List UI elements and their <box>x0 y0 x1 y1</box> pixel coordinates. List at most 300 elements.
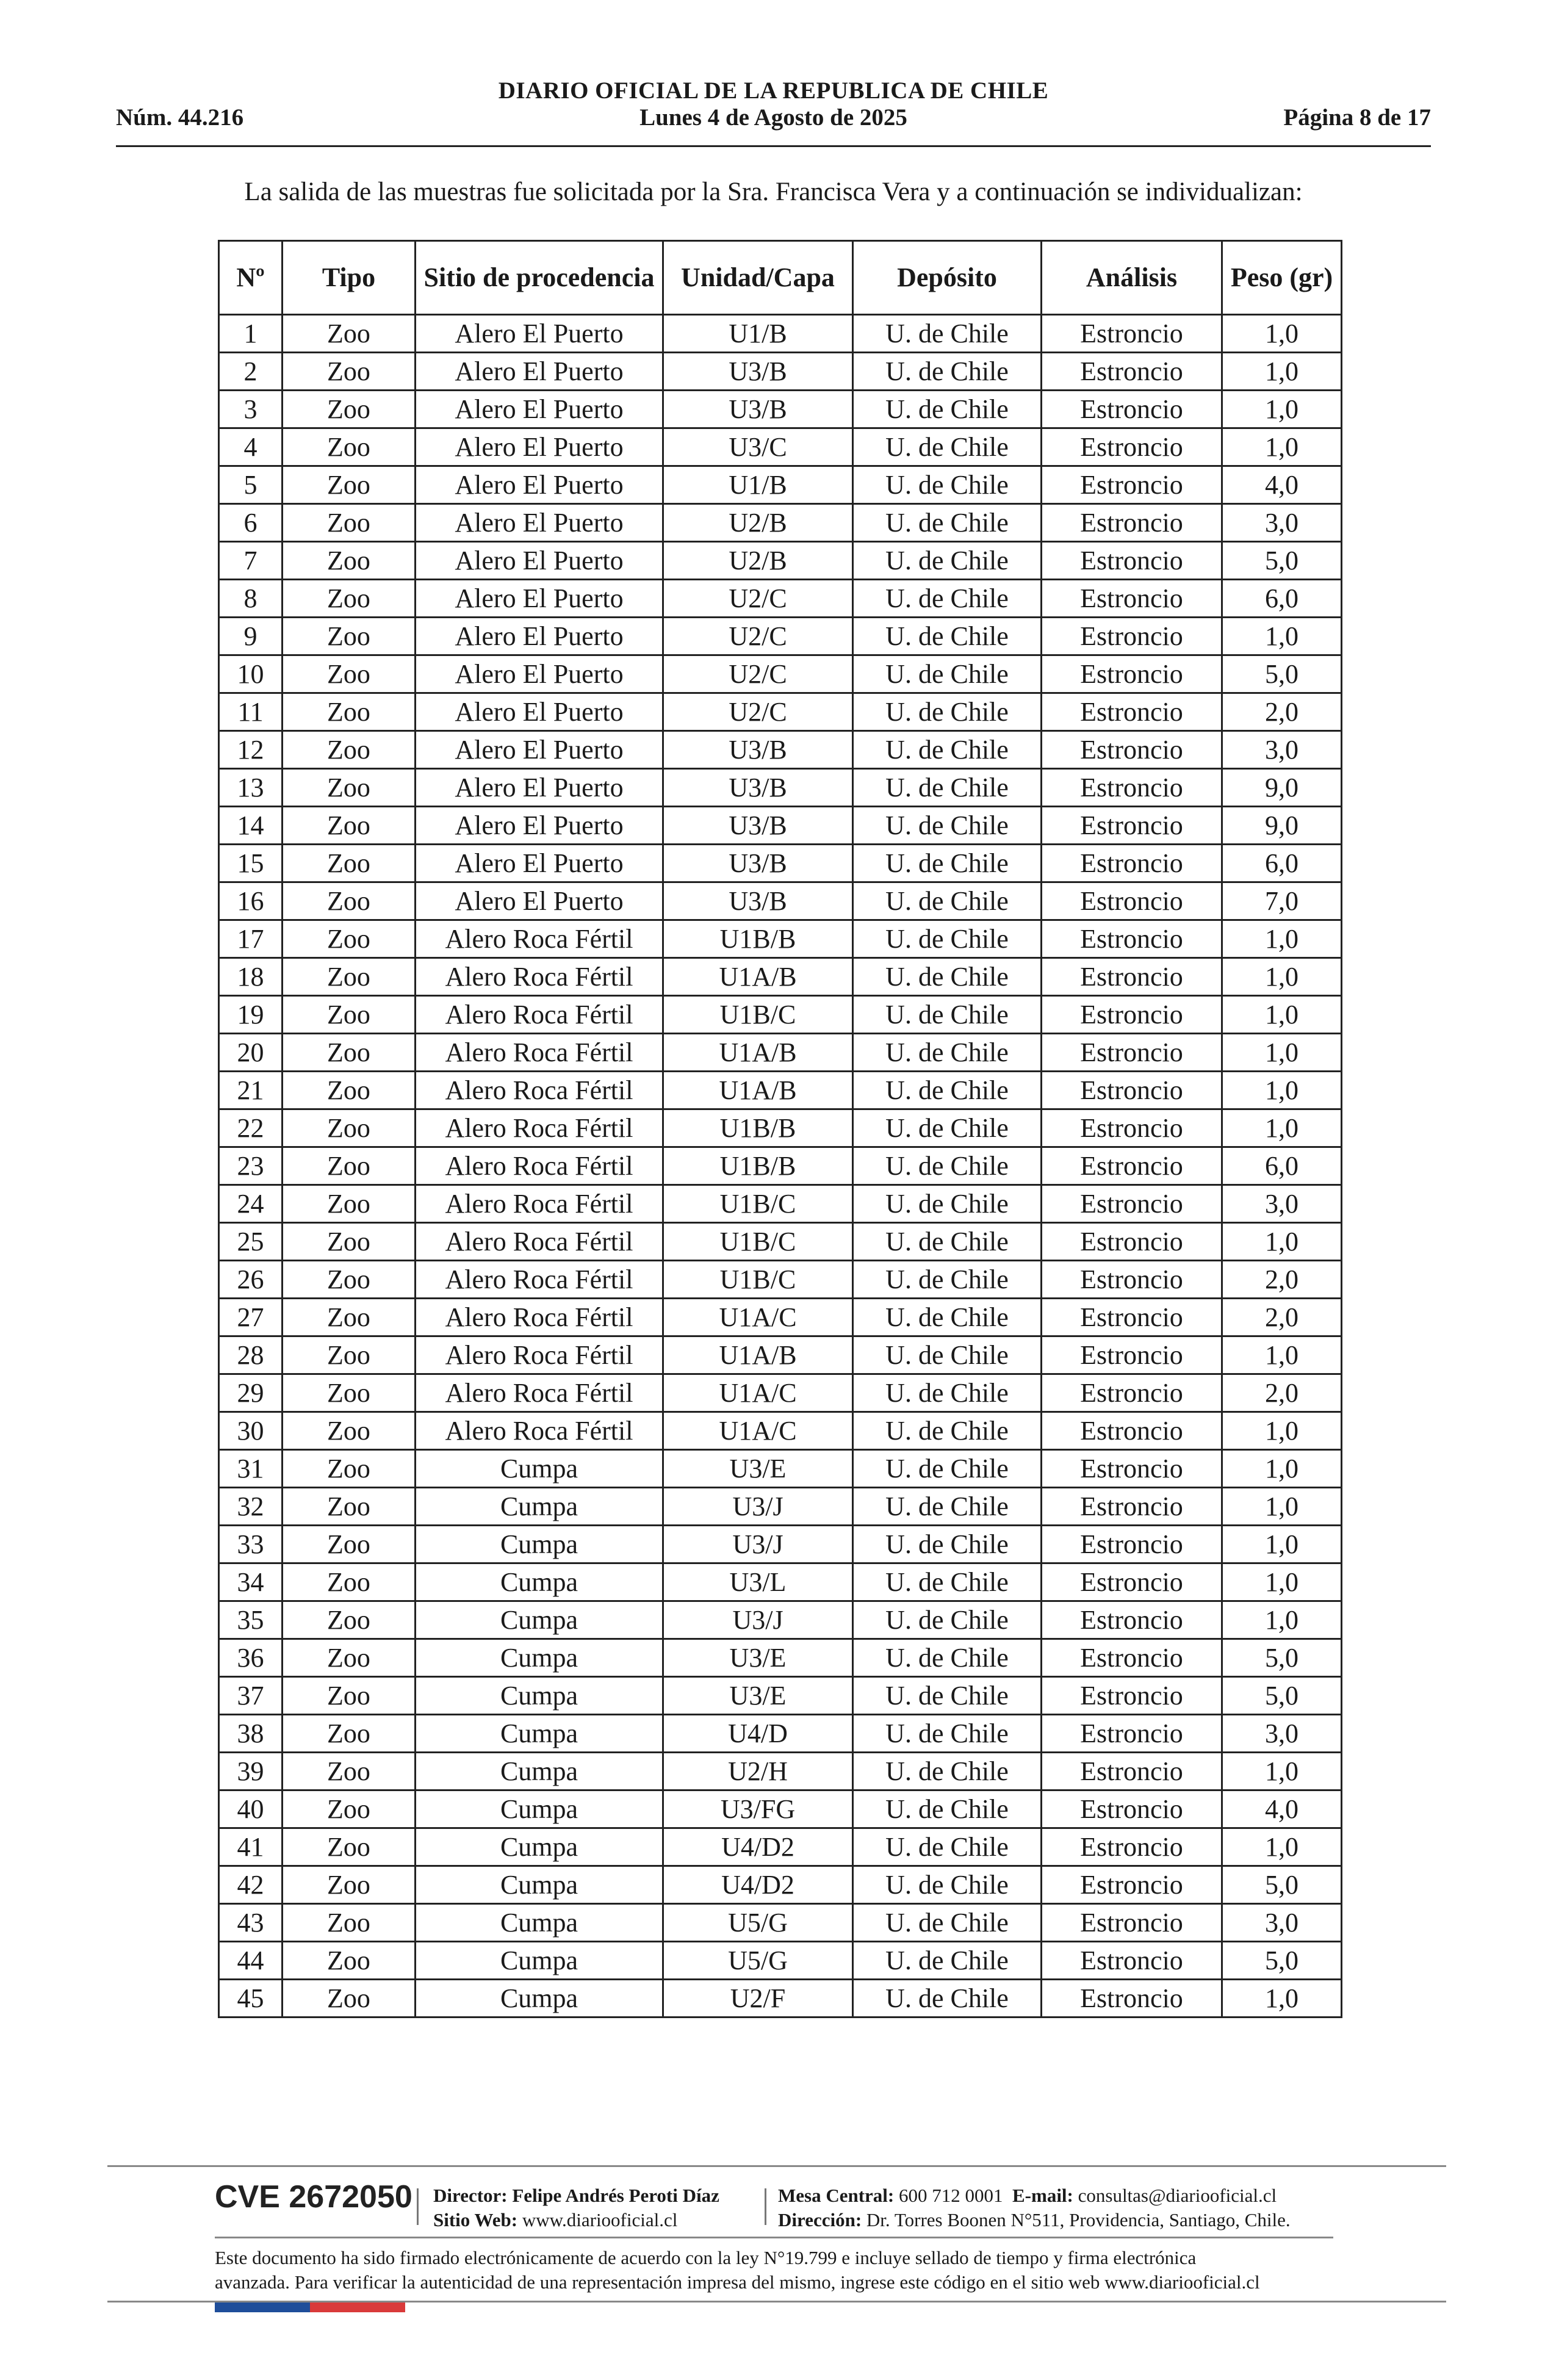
cell-analisis: Estroncio <box>1042 807 1222 845</box>
cell-sitio: Alero Roca Fértil <box>416 1034 663 1072</box>
cell-tipo: Zoo <box>283 315 416 353</box>
table-row <box>219 1299 1342 1336</box>
cell-deposito: U. de Chile <box>853 1715 1042 1753</box>
cell-analisis: Estroncio <box>1042 693 1222 731</box>
cell-peso: 1,0 <box>1222 428 1342 466</box>
cell-number: 9 <box>219 618 283 655</box>
cell-tipo: Zoo <box>283 1450 416 1488</box>
cell-tipo: Zoo <box>283 542 416 580</box>
cell-unidad: U3/B <box>663 391 853 428</box>
cell-peso: 2,0 <box>1222 693 1342 731</box>
footer-contact-block <box>778 2183 1291 2232</box>
table-header-row <box>219 241 1342 315</box>
cell-sitio: Alero Roca Fértil <box>416 1374 663 1412</box>
cell-deposito: U. de Chile <box>853 996 1042 1034</box>
cell-peso: 3,0 <box>1222 731 1342 769</box>
cell-peso: 5,0 <box>1222 655 1342 693</box>
cell-tipo: Zoo <box>283 1601 416 1639</box>
table-row <box>219 1828 1342 1866</box>
cell-analisis: Estroncio <box>1042 958 1222 996</box>
cell-deposito: U. de Chile <box>853 1185 1042 1223</box>
table-row <box>219 1601 1342 1639</box>
newspaper-title: DIARIO OFICIAL DE LA REPUBLICA DE CHILE <box>498 78 1049 104</box>
cell-unidad: U1B/C <box>663 1185 853 1223</box>
cell-peso: 1,0 <box>1222 1109 1342 1147</box>
cell-number: 19 <box>219 996 283 1034</box>
cell-sitio: Alero El Puerto <box>416 618 663 655</box>
cell-unidad: U3/B <box>663 769 853 807</box>
cell-sitio: Cumpa <box>416 1753 663 1790</box>
cell-unidad: U1A/C <box>663 1412 853 1450</box>
cell-analisis: Estroncio <box>1042 1563 1222 1601</box>
cell-unidad: U1B/C <box>663 1261 853 1299</box>
cell-analisis: Estroncio <box>1042 1677 1222 1715</box>
cell-peso: 2,0 <box>1222 1374 1342 1412</box>
cell-unidad: U3/J <box>663 1601 853 1639</box>
cell-number: 18 <box>219 958 283 996</box>
cell-unidad: U3/B <box>663 807 853 845</box>
cell-sitio: Alero El Puerto <box>416 391 663 428</box>
cell-analisis: Estroncio <box>1042 1109 1222 1147</box>
cell-deposito: U. de Chile <box>853 466 1042 504</box>
cell-deposito: U. de Chile <box>853 315 1042 353</box>
cell-tipo: Zoo <box>283 1147 416 1185</box>
cell-unidad: U4/D2 <box>663 1866 853 1904</box>
legal-line: Este documento ha sido firmado electrónicamente de acuerdo con la ley N°19.799 e incluye sellado de tiempo y firma electrónica <box>215 2247 1197 2268</box>
cell-peso: 3,0 <box>1222 1715 1342 1753</box>
cell-sitio: Alero Roca Fértil <box>416 1223 663 1261</box>
cell-analisis: Estroncio <box>1042 1299 1222 1336</box>
cell-analisis: Estroncio <box>1042 580 1222 618</box>
cell-tipo: Zoo <box>283 920 416 958</box>
cell-peso: 3,0 <box>1222 1185 1342 1223</box>
cell-number: 36 <box>219 1639 283 1677</box>
cell-number: 38 <box>219 1715 283 1753</box>
cell-sitio: Alero El Puerto <box>416 466 663 504</box>
cell-peso: 1,0 <box>1222 920 1342 958</box>
cell-analisis: Estroncio <box>1042 504 1222 542</box>
cell-peso: 1,0 <box>1222 618 1342 655</box>
legal-line: avanzada. Para verificar la autenticidad de una representación impresa del mismo, ingrese este código en el sitio web www.diariooficial.cl <box>215 2271 1260 2293</box>
cell-unidad: U2/B <box>663 504 853 542</box>
cell-peso: 1,0 <box>1222 996 1342 1034</box>
cell-sitio: Cumpa <box>416 1942 663 1980</box>
cell-number: 34 <box>219 1563 283 1601</box>
cell-sitio: Alero Roca Fértil <box>416 1261 663 1299</box>
cell-deposito: U. de Chile <box>853 1412 1042 1450</box>
table-row <box>219 391 1342 428</box>
cell-sitio: Alero Roca Fértil <box>416 1072 663 1109</box>
col-header-peso: Peso (gr) <box>1222 241 1342 315</box>
cell-unidad: U3/J <box>663 1488 853 1526</box>
table-row <box>219 618 1342 655</box>
cell-deposito: U. de Chile <box>853 1790 1042 1828</box>
cell-unidad: U1A/C <box>663 1299 853 1336</box>
cell-analisis: Estroncio <box>1042 769 1222 807</box>
cell-deposito: U. de Chile <box>853 958 1042 996</box>
cell-sitio: Alero Roca Fértil <box>416 958 663 996</box>
cell-sitio: Alero El Puerto <box>416 882 663 920</box>
cell-unidad: U3/B <box>663 882 853 920</box>
cell-analisis: Estroncio <box>1042 1412 1222 1450</box>
cell-number: 35 <box>219 1601 283 1639</box>
cell-number: 30 <box>219 1412 283 1450</box>
cell-number: 20 <box>219 1034 283 1072</box>
cell-tipo: Zoo <box>283 655 416 693</box>
table-row <box>219 1185 1342 1223</box>
cell-analisis: Estroncio <box>1042 1450 1222 1488</box>
table-row <box>219 1223 1342 1261</box>
cell-number: 45 <box>219 1980 283 2018</box>
web-url[interactable]: www.diariooficial.cl <box>522 2209 678 2230</box>
cell-number: 44 <box>219 1942 283 1980</box>
table-row <box>219 996 1342 1034</box>
cell-tipo: Zoo <box>283 731 416 769</box>
cell-unidad: U1B/C <box>663 996 853 1034</box>
cell-unidad: U1B/B <box>663 920 853 958</box>
cell-deposito: U. de Chile <box>853 1223 1042 1261</box>
cell-unidad: U2/C <box>663 655 853 693</box>
cell-unidad: U3/J <box>663 1526 853 1563</box>
cell-tipo: Zoo <box>283 882 416 920</box>
cell-analisis: Estroncio <box>1042 1223 1222 1261</box>
cell-tipo: Zoo <box>283 1526 416 1563</box>
cell-peso: 1,0 <box>1222 1412 1342 1450</box>
cell-unidad: U1A/B <box>663 958 853 996</box>
table-row <box>219 1261 1342 1299</box>
cell-number: 28 <box>219 1336 283 1374</box>
mesa-phone: 600 712 0001 <box>899 2185 1003 2206</box>
cell-unidad: U2/C <box>663 580 853 618</box>
cell-tipo: Zoo <box>283 807 416 845</box>
table-row <box>219 428 1342 466</box>
cell-number: 33 <box>219 1526 283 1563</box>
table-row <box>219 1904 1342 1942</box>
cell-analisis: Estroncio <box>1042 1374 1222 1412</box>
cell-sitio: Alero El Puerto <box>416 731 663 769</box>
cell-analisis: Estroncio <box>1042 1715 1222 1753</box>
table-row <box>219 580 1342 618</box>
cell-analisis: Estroncio <box>1042 466 1222 504</box>
cell-tipo: Zoo <box>283 996 416 1034</box>
cell-deposito: U. de Chile <box>853 1563 1042 1601</box>
cell-deposito: U. de Chile <box>853 1147 1042 1185</box>
cell-analisis: Estroncio <box>1042 1790 1222 1828</box>
cell-number: 40 <box>219 1790 283 1828</box>
cell-deposito: U. de Chile <box>853 1677 1042 1715</box>
email-address[interactable]: consultas@diariooficial.cl <box>1078 2185 1277 2206</box>
cell-analisis: Estroncio <box>1042 1866 1222 1904</box>
cell-tipo: Zoo <box>283 1980 416 2018</box>
cell-deposito: U. de Chile <box>853 1904 1042 1942</box>
cell-tipo: Zoo <box>283 1412 416 1450</box>
cell-unidad: U1/B <box>663 466 853 504</box>
cell-deposito: U. de Chile <box>853 920 1042 958</box>
cell-deposito: U. de Chile <box>853 428 1042 466</box>
cell-deposito: U. de Chile <box>853 1374 1042 1412</box>
table-row <box>219 845 1342 882</box>
cell-sitio: Cumpa <box>416 1790 663 1828</box>
cell-deposito: U. de Chile <box>853 1336 1042 1374</box>
cell-peso: 5,0 <box>1222 1942 1342 1980</box>
cell-deposito: U. de Chile <box>853 1299 1042 1336</box>
cell-peso: 1,0 <box>1222 958 1342 996</box>
cell-peso: 1,0 <box>1222 1563 1342 1601</box>
table-row <box>219 1866 1342 1904</box>
cell-deposito: U. de Chile <box>853 1526 1042 1563</box>
cell-peso: 3,0 <box>1222 1904 1342 1942</box>
cell-unidad: U5/G <box>663 1942 853 1980</box>
cell-sitio: Alero El Puerto <box>416 693 663 731</box>
table-row <box>219 1639 1342 1677</box>
cell-unidad: U3/B <box>663 845 853 882</box>
cell-analisis: Estroncio <box>1042 1980 1222 2018</box>
cell-number: 14 <box>219 807 283 845</box>
cell-tipo: Zoo <box>283 1715 416 1753</box>
cell-number: 17 <box>219 920 283 958</box>
cell-number: 31 <box>219 1450 283 1488</box>
cell-deposito: U. de Chile <box>853 1866 1042 1904</box>
cell-peso: 1,0 <box>1222 1753 1342 1790</box>
cell-tipo: Zoo <box>283 580 416 618</box>
footer-separator <box>417 2188 419 2225</box>
cell-analisis: Estroncio <box>1042 353 1222 391</box>
cell-tipo: Zoo <box>283 1072 416 1109</box>
cell-tipo: Zoo <box>283 1563 416 1601</box>
cell-sitio: Cumpa <box>416 1526 663 1563</box>
director-label: Director: <box>433 2185 508 2206</box>
cell-peso: 7,0 <box>1222 882 1342 920</box>
cell-tipo: Zoo <box>283 466 416 504</box>
cell-number: 29 <box>219 1374 283 1412</box>
cell-deposito: U. de Chile <box>853 1109 1042 1147</box>
cell-number: 12 <box>219 731 283 769</box>
cell-analisis: Estroncio <box>1042 428 1222 466</box>
cell-tipo: Zoo <box>283 693 416 731</box>
cell-number: 39 <box>219 1753 283 1790</box>
cell-sitio: Cumpa <box>416 1639 663 1677</box>
issue-date: Lunes 4 de Agosto de 2025 <box>639 104 907 131</box>
cell-analisis: Estroncio <box>1042 1261 1222 1299</box>
cell-number: 1 <box>219 315 283 353</box>
cell-unidad: U3/E <box>663 1639 853 1677</box>
cell-analisis: Estroncio <box>1042 1601 1222 1639</box>
cell-peso: 6,0 <box>1222 845 1342 882</box>
cell-number: 43 <box>219 1904 283 1942</box>
cell-peso: 6,0 <box>1222 1147 1342 1185</box>
cell-tipo: Zoo <box>283 1223 416 1261</box>
cell-number: 32 <box>219 1488 283 1526</box>
table-row <box>219 807 1342 845</box>
cell-number: 3 <box>219 391 283 428</box>
cell-tipo: Zoo <box>283 1677 416 1715</box>
cell-sitio: Cumpa <box>416 1601 663 1639</box>
cell-analisis: Estroncio <box>1042 655 1222 693</box>
cell-deposito: U. de Chile <box>853 1639 1042 1677</box>
table-row <box>219 1677 1342 1715</box>
cell-deposito: U. de Chile <box>853 1072 1042 1109</box>
cell-unidad: U3/FG <box>663 1790 853 1828</box>
table-row <box>219 1753 1342 1790</box>
cell-sitio: Alero El Puerto <box>416 504 663 542</box>
cell-tipo: Zoo <box>283 1299 416 1336</box>
cell-sitio: Alero El Puerto <box>416 542 663 580</box>
flag-stripe-blue <box>215 2302 310 2312</box>
cell-unidad: U3/E <box>663 1450 853 1488</box>
cell-tipo: Zoo <box>283 618 416 655</box>
cell-number: 10 <box>219 655 283 693</box>
cell-analisis: Estroncio <box>1042 1639 1222 1677</box>
col-header-deposito: Depósito <box>853 241 1042 315</box>
cell-number: 42 <box>219 1866 283 1904</box>
table-row <box>219 1450 1342 1488</box>
cell-tipo: Zoo <box>283 1261 416 1299</box>
cell-tipo: Zoo <box>283 1828 416 1866</box>
cell-tipo: Zoo <box>283 1866 416 1904</box>
footer-divider-mid <box>215 2237 1333 2238</box>
cell-sitio: Alero Roca Fértil <box>416 1336 663 1374</box>
table-row <box>219 1790 1342 1828</box>
footer-director-block <box>433 2183 719 2232</box>
cell-sitio: Alero Roca Fértil <box>416 1412 663 1450</box>
cell-number: 5 <box>219 466 283 504</box>
cell-analisis: Estroncio <box>1042 1336 1222 1374</box>
cell-number: 26 <box>219 1261 283 1299</box>
cell-peso: 1,0 <box>1222 1601 1342 1639</box>
cell-analisis: Estroncio <box>1042 618 1222 655</box>
cell-peso: 5,0 <box>1222 1866 1342 1904</box>
cell-analisis: Estroncio <box>1042 882 1222 920</box>
cell-number: 25 <box>219 1223 283 1261</box>
cell-tipo: Zoo <box>283 428 416 466</box>
page-header <box>116 73 1431 147</box>
cell-deposito: U. de Chile <box>853 1450 1042 1488</box>
cell-sitio: Alero El Puerto <box>416 845 663 882</box>
cell-sitio: Alero Roca Fértil <box>416 1147 663 1185</box>
cell-sitio: Cumpa <box>416 1866 663 1904</box>
cell-deposito: U. de Chile <box>853 1488 1042 1526</box>
cell-analisis: Estroncio <box>1042 1072 1222 1109</box>
footer-separator <box>765 2188 766 2225</box>
cell-number: 2 <box>219 353 283 391</box>
cell-deposito: U. de Chile <box>853 353 1042 391</box>
cell-sitio: Alero Roca Fértil <box>416 1299 663 1336</box>
cell-tipo: Zoo <box>283 1185 416 1223</box>
table-row <box>219 353 1342 391</box>
cell-number: 37 <box>219 1677 283 1715</box>
cell-analisis: Estroncio <box>1042 845 1222 882</box>
table-row <box>219 1715 1342 1753</box>
cell-number: 23 <box>219 1147 283 1185</box>
cell-peso: 6,0 <box>1222 580 1342 618</box>
cell-unidad: U3/B <box>663 353 853 391</box>
cell-peso: 2,0 <box>1222 1261 1342 1299</box>
cell-peso: 1,0 <box>1222 1034 1342 1072</box>
cell-deposito: U. de Chile <box>853 1261 1042 1299</box>
cell-peso: 2,0 <box>1222 1299 1342 1336</box>
cell-analisis: Estroncio <box>1042 1147 1222 1185</box>
cell-tipo: Zoo <box>283 1374 416 1412</box>
cell-peso: 1,0 <box>1222 1488 1342 1526</box>
cell-number: 16 <box>219 882 283 920</box>
cell-analisis: Estroncio <box>1042 731 1222 769</box>
cell-number: 24 <box>219 1185 283 1223</box>
issue-number: Núm. 44.216 <box>116 104 244 131</box>
cell-tipo: Zoo <box>283 504 416 542</box>
intro-paragraph: La salida de las muestras fue solicitada por la Sra. Francisca Vera y a continuación se individualizan: <box>244 178 1303 206</box>
cell-deposito: U. de Chile <box>853 1828 1042 1866</box>
cell-analisis: Estroncio <box>1042 1034 1222 1072</box>
mesa-label: Mesa Central: <box>778 2185 895 2206</box>
cell-tipo: Zoo <box>283 845 416 882</box>
cell-number: 15 <box>219 845 283 882</box>
cell-sitio: Alero Roca Fértil <box>416 1109 663 1147</box>
cell-number: 21 <box>219 1072 283 1109</box>
cell-analisis: Estroncio <box>1042 1753 1222 1790</box>
cell-analisis: Estroncio <box>1042 1526 1222 1563</box>
cell-peso: 4,0 <box>1222 466 1342 504</box>
cell-sitio: Alero El Puerto <box>416 580 663 618</box>
cell-sitio: Cumpa <box>416 1828 663 1866</box>
cell-peso: 1,0 <box>1222 1450 1342 1488</box>
cell-sitio: Alero El Puerto <box>416 655 663 693</box>
table-row <box>219 1109 1342 1147</box>
cell-number: 41 <box>219 1828 283 1866</box>
cell-tipo: Zoo <box>283 1336 416 1374</box>
table-row <box>219 882 1342 920</box>
table-row <box>219 958 1342 996</box>
cell-analisis: Estroncio <box>1042 391 1222 428</box>
cell-deposito: U. de Chile <box>853 882 1042 920</box>
cell-peso: 1,0 <box>1222 1980 1342 2018</box>
cell-analisis: Estroncio <box>1042 1828 1222 1866</box>
cell-deposito: U. de Chile <box>853 504 1042 542</box>
cell-unidad: U1B/B <box>663 1109 853 1147</box>
col-header-number: Nº <box>219 241 283 315</box>
cell-deposito: U. de Chile <box>853 1601 1042 1639</box>
table-row <box>219 1147 1342 1185</box>
cve-code: CVE 2672050 <box>215 2179 412 2215</box>
cell-tipo: Zoo <box>283 1904 416 1942</box>
cell-number: 6 <box>219 504 283 542</box>
cell-sitio: Alero Roca Fértil <box>416 920 663 958</box>
cell-unidad: U3/E <box>663 1677 853 1715</box>
table-row <box>219 1412 1342 1450</box>
cell-tipo: Zoo <box>283 1790 416 1828</box>
cell-number: 13 <box>219 769 283 807</box>
cell-number: 11 <box>219 693 283 731</box>
cell-analisis: Estroncio <box>1042 1904 1222 1942</box>
cell-tipo: Zoo <box>283 1942 416 1980</box>
cell-number: 4 <box>219 428 283 466</box>
cell-deposito: U. de Chile <box>853 391 1042 428</box>
cell-unidad: U5/G <box>663 1904 853 1942</box>
cell-unidad: U1A/B <box>663 1072 853 1109</box>
cell-analisis: Estroncio <box>1042 996 1222 1034</box>
cell-sitio: Cumpa <box>416 1980 663 2018</box>
cell-tipo: Zoo <box>283 958 416 996</box>
table-row <box>219 1563 1342 1601</box>
cell-unidad: U1/B <box>663 315 853 353</box>
cell-sitio: Cumpa <box>416 1563 663 1601</box>
cell-analisis: Estroncio <box>1042 1488 1222 1526</box>
table-row <box>219 731 1342 769</box>
web-label: Sitio Web: <box>433 2209 518 2230</box>
cell-sitio: Cumpa <box>416 1488 663 1526</box>
cell-unidad: U1B/B <box>663 1147 853 1185</box>
cell-deposito: U. de Chile <box>853 731 1042 769</box>
cell-deposito: U. de Chile <box>853 580 1042 618</box>
